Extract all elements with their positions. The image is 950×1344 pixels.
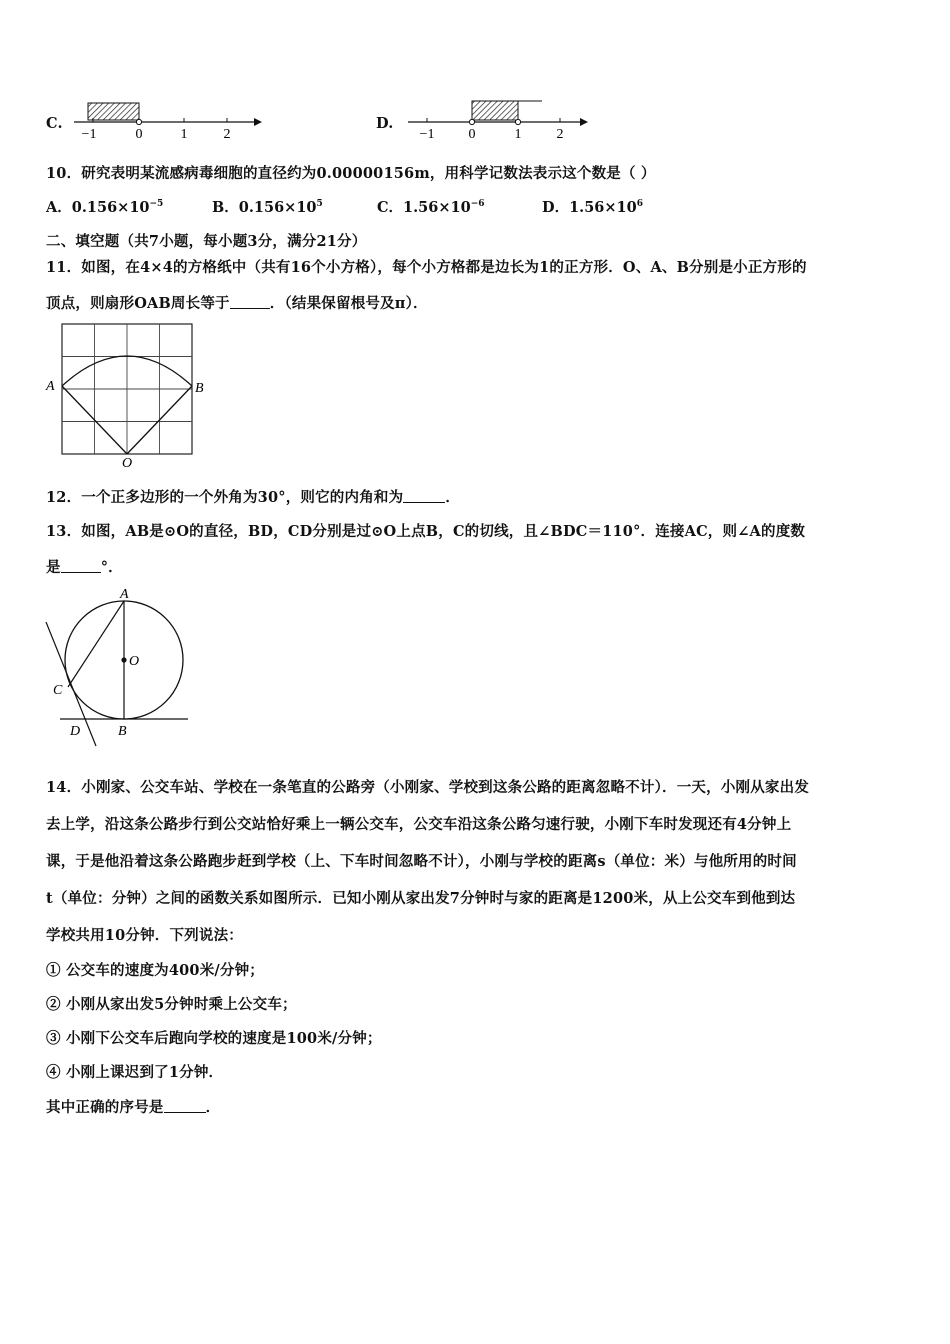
statement-2: ② 小刚从家出发5分钟时乘上公交车； bbox=[46, 996, 297, 1013]
statement-3: ③ 小刚下公交车后跑向学校的速度是100米/分钟； bbox=[46, 1030, 382, 1047]
tick-label: −1 bbox=[419, 127, 435, 142]
answer-blank bbox=[403, 490, 445, 503]
point-c-label: C bbox=[53, 683, 63, 698]
text-segment: 是 bbox=[46, 559, 61, 576]
option-mantissa: 0.156×10 bbox=[238, 199, 317, 216]
q10-option-c bbox=[377, 196, 485, 217]
option-label: A． bbox=[46, 199, 72, 216]
statement-1: ① 公交车的速度为400米/分钟； bbox=[46, 962, 265, 979]
grid-sector-figure bbox=[44, 320, 214, 470]
point-b-label: B bbox=[195, 381, 204, 396]
question-14-final bbox=[46, 1096, 220, 1117]
answer-blank bbox=[164, 1100, 206, 1113]
question-11-line-2 bbox=[46, 292, 428, 313]
point-a-label: A bbox=[120, 587, 129, 602]
tick-label: 1 bbox=[180, 127, 188, 142]
question-14-line-1: 14．小刚家、公交车站、学校在一条笔直的公路旁（小刚家、学校到这条公路的距离忽略不计）．一天，小刚从家出发 bbox=[46, 779, 810, 796]
option-mantissa: 1.56×10 bbox=[403, 199, 471, 216]
tick-label: −1 bbox=[81, 127, 97, 142]
tick-label: 2 bbox=[556, 127, 564, 142]
point-a-label: A bbox=[46, 379, 55, 394]
option-label: B． bbox=[212, 199, 239, 216]
option-mantissa: 0.156×10 bbox=[71, 199, 150, 216]
option-exponent: 6 bbox=[636, 199, 643, 209]
answer-blank bbox=[230, 296, 270, 309]
tick-label: 0 bbox=[468, 127, 476, 142]
text-segment: 顶点，则扇形OAB周长等于 bbox=[46, 295, 230, 312]
option-label: C． bbox=[377, 199, 404, 216]
option-c-label: C. bbox=[46, 115, 63, 132]
option-mantissa: 1.56×10 bbox=[569, 199, 637, 216]
tick-label: 2 bbox=[223, 127, 231, 142]
question-12 bbox=[46, 486, 460, 507]
text-segment: °． bbox=[100, 559, 123, 576]
question-14-line-3: 课，于是他沿着这条公路跑步赶到学校（上、下车时间忽略不计），小刚与学校的距离s（单位：米）与他所用的时间 bbox=[46, 853, 797, 870]
tick-label: 0 bbox=[135, 127, 143, 142]
text-segment: 12．一个正多边形的一个外角为30°，则它的内角和为 bbox=[46, 489, 404, 506]
circle-tangent-figure bbox=[40, 582, 200, 750]
q10-option-a bbox=[46, 196, 163, 217]
point-o-label: O bbox=[122, 456, 133, 470]
question-13-line-1: 13．如图，AB是⊙O的直径，BD，CD分别是过⊙O上点B，C的切线，且∠BDC＝110°．连接AC，则∠A的度数 bbox=[46, 523, 806, 540]
point-b-label: B bbox=[118, 724, 127, 739]
option-exponent: −6 bbox=[470, 199, 485, 209]
option-exponent: −5 bbox=[149, 199, 164, 209]
option-d-label: D. bbox=[376, 115, 394, 132]
point-o-label: O bbox=[129, 654, 140, 669]
statement-4: ④ 小刚上课迟到了1分钟． bbox=[46, 1064, 224, 1081]
option-exponent: 5 bbox=[316, 199, 323, 209]
question-14-line-4: t（单位：分钟）之间的函数关系如图所示．已知小刚从家出发7分钟时与家的距离是1200米，从上公交车到他到达 bbox=[46, 890, 796, 907]
question-13-line-2 bbox=[46, 556, 123, 577]
tick-label: 1 bbox=[514, 127, 522, 142]
question-10-stem: 10．研究表明某流感病毒细胞的直径约为0.00000156m，用科学记数法表示这个数是（ ） bbox=[46, 165, 656, 182]
number-line-c bbox=[70, 96, 270, 144]
point-d-label: D bbox=[70, 724, 81, 739]
number-line-d bbox=[400, 96, 600, 144]
q10-option-d bbox=[542, 196, 643, 217]
text-segment: 其中正确的序号是 bbox=[46, 1099, 164, 1116]
answer-blank bbox=[61, 560, 101, 573]
section-2-heading: 二、填空题（共7小题，每小题3分，满分21分） bbox=[46, 233, 367, 250]
text-segment: ．（结果保留根号及π）． bbox=[269, 295, 428, 312]
question-14-line-5: 学校共用10分钟．下列说法： bbox=[46, 927, 243, 944]
text-segment: ． bbox=[205, 1099, 221, 1116]
question-11-line-1: 11．如图，在4×4的方格纸中（共有16个小方格），每个小方格都是边长为1的正方形．O、A、B分别是小正方形的 bbox=[46, 259, 807, 276]
q10-option-b bbox=[212, 196, 323, 217]
text-segment: ． bbox=[445, 489, 461, 506]
option-label: D． bbox=[542, 199, 570, 216]
question-14-line-2: 去上学，沿这条公路步行到公交站恰好乘上一辆公交车，公交车沿这条公路匀速行驶，小刚下车时发现还有4分钟上 bbox=[46, 816, 792, 833]
